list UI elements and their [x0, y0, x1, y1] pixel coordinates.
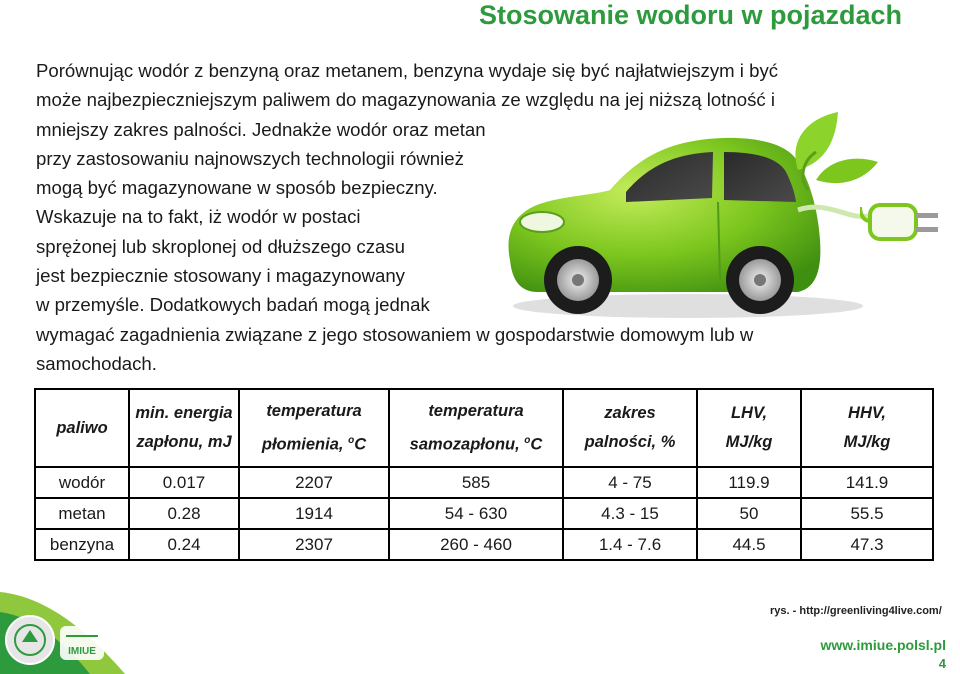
university-seal-logo	[6, 616, 54, 664]
cell-energy: 0.28	[129, 498, 239, 529]
header-text: HHV,	[848, 404, 886, 422]
paragraph-line: wymagać zagadnienia związane z jego stosowaniem w gospodarstwie domowym lub w	[36, 323, 754, 345]
header-text: temperatura	[266, 401, 362, 420]
cell-fuel: metan	[35, 498, 129, 529]
cell-hhv: 47.3	[801, 529, 933, 560]
header-text: C	[354, 435, 367, 454]
title-bar	[0, 0, 960, 40]
logo-text: IMIUE	[68, 646, 96, 657]
table-header-row	[35, 389, 933, 467]
cell-range: 4 - 75	[563, 467, 697, 498]
table-row	[35, 467, 933, 498]
header-text: palności, %	[584, 433, 676, 451]
table-row	[35, 529, 933, 560]
header-hhv	[801, 389, 933, 467]
paragraph-line: mogą być magazynowane w sposób bezpieczny.	[36, 177, 438, 199]
paragraph-line: przy zastosowaniu najnowszych technologii również	[36, 147, 464, 169]
table-row	[35, 498, 933, 529]
cell-lhv: 44.5	[697, 529, 801, 560]
header-text: zakres	[604, 404, 656, 422]
cell-autoign: 54 - 630	[389, 498, 563, 529]
cell-hhv: 55.5	[801, 498, 933, 529]
header-text: temperatura	[428, 401, 524, 420]
cell-flame: 1914	[239, 498, 389, 529]
header-fuel	[35, 389, 129, 467]
cell-fuel: wodór	[35, 467, 129, 498]
cell-lhv: 119.9	[697, 467, 801, 498]
fuel-comparison-table	[34, 388, 934, 561]
paragraph-line: Wskazuje na to fakt, iż wodór w postaci	[36, 206, 361, 228]
footer-website[interactable]: www.imiue.polsl.pl	[820, 637, 946, 653]
cell-autoign: 585	[389, 467, 563, 498]
header-text: samozapłonu,	[409, 435, 520, 454]
cell-hhv: 141.9	[801, 467, 933, 498]
header-text: o	[348, 434, 355, 446]
paragraph-line: sprężonej lub skroplonej od dłuższego czasu	[36, 235, 405, 257]
header-text: zapłonu, mJ	[136, 433, 232, 451]
header-text: MJ/kg	[843, 433, 891, 451]
paragraph-line: Porównując wodór z benzyną oraz metanem, benzyna wydaje się być najłatwiejszym i być	[36, 60, 779, 81]
paragraph-line: mniejszy zakres palności. Jednakże wodór oraz metan	[36, 118, 486, 140]
cell-range: 1.4 - 7.6	[563, 529, 697, 560]
header-text: płomienia,	[261, 435, 344, 454]
paragraph-line: może najbezpieczniejszym paliwem do magazynowania ze względu na jej niższą lotność i	[36, 89, 775, 111]
header-text: MJ/kg	[725, 433, 773, 451]
paragraph-line: w przemyśle. Dodatkowych badań mogą jednak	[36, 294, 430, 316]
power-plug-icon	[860, 185, 950, 260]
header-text: o	[524, 434, 531, 446]
slide-title: Stosowanie wodoru w pojazdach	[478, 0, 902, 30]
header-text: LHV,	[730, 404, 768, 422]
cell-fuel: benzyna	[35, 529, 129, 560]
cell-range: 4.3 - 15	[563, 498, 697, 529]
header-min-energy	[129, 389, 239, 467]
paragraph-line: samochodach.	[36, 352, 157, 374]
cell-energy: 0.017	[129, 467, 239, 498]
header-flame-temp	[239, 389, 389, 467]
page-number: 4	[938, 656, 946, 671]
header-text: min. energia	[135, 404, 233, 422]
cell-energy: 0.24	[129, 529, 239, 560]
paragraph-line: jest bezpiecznie stosowany i magazynowany	[36, 265, 405, 287]
header-text: paliwo	[56, 418, 108, 437]
cell-flame: 2307	[239, 529, 389, 560]
cell-autoign: 260 - 460	[389, 529, 563, 560]
header-text: C	[530, 435, 543, 454]
header-lhv	[697, 389, 801, 467]
imiue-logo	[60, 626, 104, 660]
image-credit: rys. - http://greenliving4live.com/	[770, 605, 942, 617]
cell-lhv: 50	[697, 498, 801, 529]
cell-flame: 2207	[239, 467, 389, 498]
header-flammability-range	[563, 389, 697, 467]
header-autoignition-temp	[389, 389, 563, 467]
footer-logos	[0, 592, 125, 674]
